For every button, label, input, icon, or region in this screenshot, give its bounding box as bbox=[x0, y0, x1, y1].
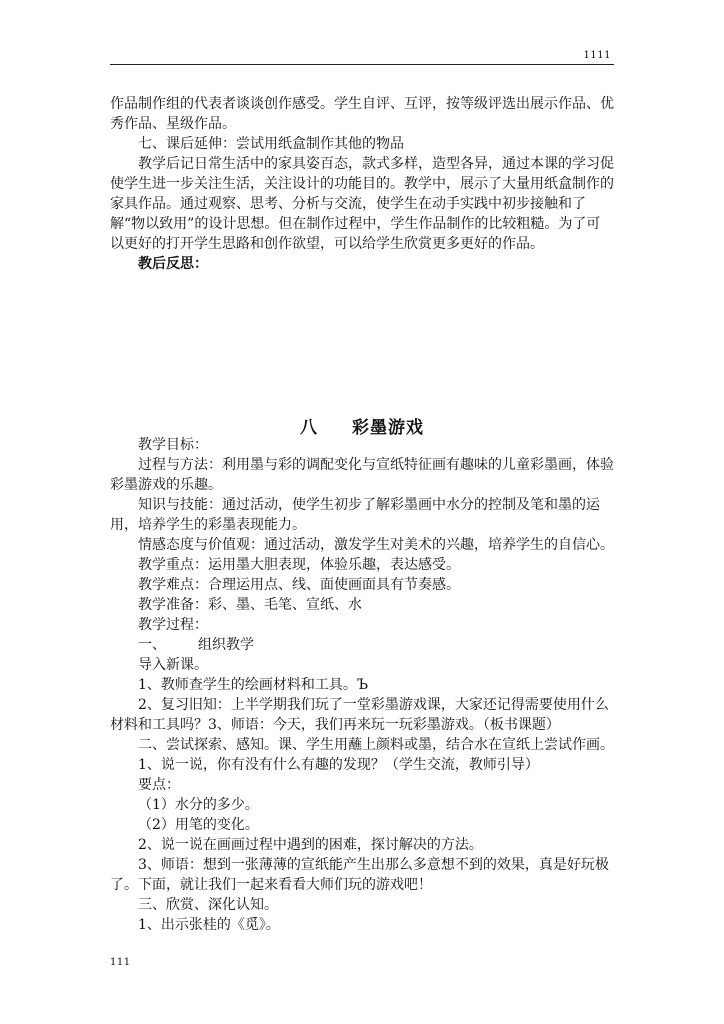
step-text: 组织教学 bbox=[198, 637, 254, 653]
paragraph: （1）水分的多少。 bbox=[138, 797, 259, 813]
paragraph: 1、教师查学生的绘画材料和工具。Ъ bbox=[138, 677, 369, 693]
paragraph: 教学过程： bbox=[138, 617, 208, 633]
header-page-number: 1111 bbox=[583, 50, 611, 61]
header-rule bbox=[110, 64, 614, 65]
paragraph: 教学目标： bbox=[138, 437, 208, 453]
footer-page-number: 111 bbox=[110, 957, 131, 968]
paragraph: 3、师语：想到一张薄薄的宣纸能产生出那么多意想不到的效果，真是好玩极了。下面，就让我们一起来看看大师们玩的游戏吧！ bbox=[110, 857, 609, 893]
paragraph: 七、课后延伸：尝试用纸盒制作其他的物品 bbox=[138, 136, 404, 152]
paragraph: 教学准备：彩、墨、毛笔、宣纸、水 bbox=[138, 597, 362, 613]
paragraph: 2、说一说在画画过程中遇到的困难，探讨解决的方法。 bbox=[138, 837, 483, 853]
paragraph: 教学难点：合理运用点、线、面使画面具有节奏感。 bbox=[138, 577, 460, 593]
paragraph: 要点： bbox=[138, 777, 180, 793]
paragraph: 1、出示张桂的《觅》。 bbox=[138, 917, 280, 933]
lesson-number: 八 bbox=[300, 418, 318, 438]
paragraph: 二、尝试探索、感知。课、学生用蘸上颜料或墨，结合水在宣纸上尝试作画。 bbox=[138, 737, 614, 753]
paragraph: 教学重点：运用墨大胆表现，体验乐趣，表达感受。 bbox=[138, 557, 460, 573]
paragraph: 过程与方法：利用墨与彩的调配变化与宣纸特征画有趣味的儿童彩墨画，体验彩墨游戏的乐趣。 bbox=[110, 457, 614, 493]
paragraph bbox=[110, 635, 614, 655]
lesson-title-text: 彩墨游戏 bbox=[352, 418, 424, 438]
paragraph: （2）用笔的变化。 bbox=[138, 817, 259, 833]
step-number: 一、 bbox=[138, 637, 166, 653]
section-1 bbox=[110, 94, 614, 274]
paragraph: 三、欣赏、深化认知。 bbox=[138, 897, 278, 913]
paragraph: 情感态度与价值观：通过活动，激发学生对美术的兴趣，培养学生的自信心。 bbox=[138, 537, 614, 553]
paragraph: 2、复习旧知：上半学期我们玩了一堂彩墨游戏课，大家还记得需要使用什么材料和工具吗？3、师语：今天，我们再来玩一玩彩墨游戏。（板书课题） bbox=[110, 697, 609, 733]
reflection-heading: 教后反思： bbox=[138, 256, 208, 272]
section-2 bbox=[110, 435, 614, 935]
paragraph: 作品制作组的代表者谈谈创作感受。学生自评、互评，按等级评选出展示作品、优秀作品、星级作品。 bbox=[110, 96, 614, 132]
paragraph: 导入新课。 bbox=[138, 657, 208, 673]
paragraph: 知识与技能：通过活动，使学生初步了解彩墨画中水分的控制及笔和墨的运用，培养学生的彩墨表现能力。 bbox=[110, 497, 600, 533]
paragraph: 教学后记日常生活中的家具姿百态，款式多样，造型各异，通过本课的学习促使学生进一步关注生活，关注设计的功能目的。教学中，展示了大量用纸盒制作的家具作品。通过观察、思考、分析与交流，使学生在动手实践中初步接触和了解“物以致用”的设计思想。但在制作过程中，学生作品制作的比较粗糙。为了可以更好的打开学生思路和创作欲望，可以给学生欣赏更多更好的作品。 bbox=[110, 156, 614, 252]
paragraph: 1、说一说，你有没有什么有趣的发现？（学生交流，教师引导） bbox=[138, 757, 539, 773]
